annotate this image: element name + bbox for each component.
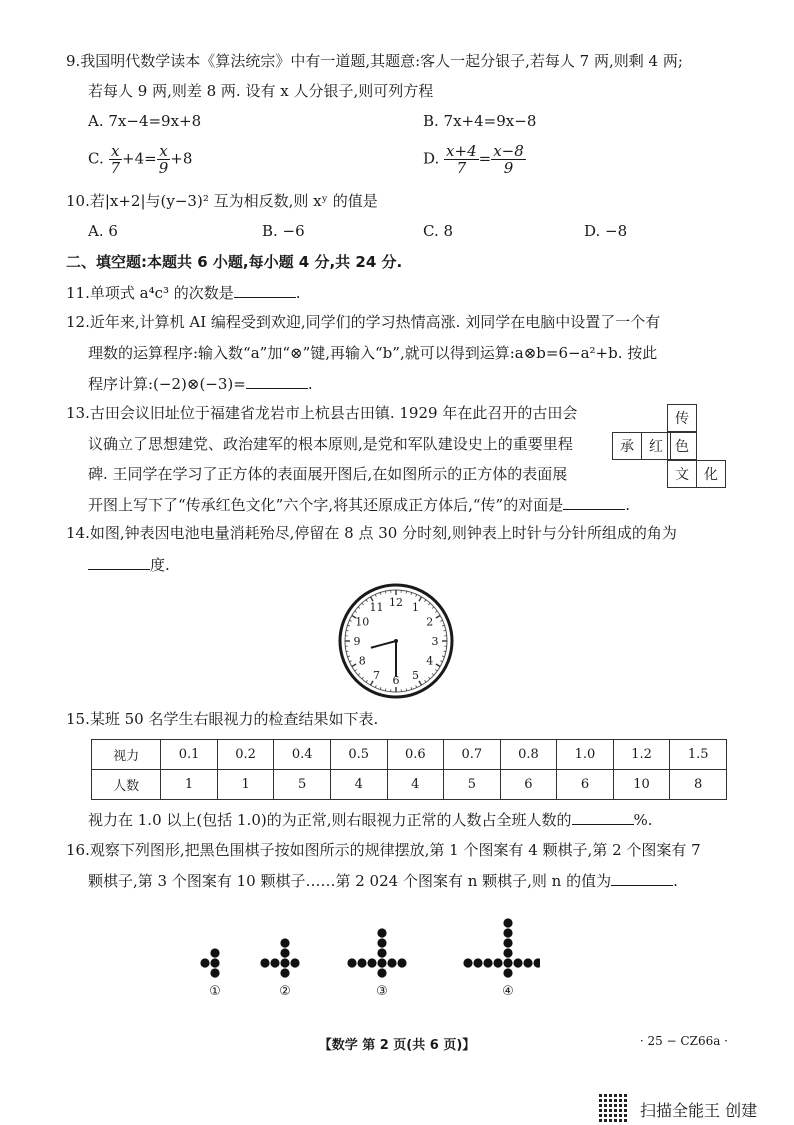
q14-line2: 度. [88, 553, 170, 576]
table-cell-count: 1 [217, 770, 274, 800]
table-cell-vision: 1.2 [613, 740, 670, 770]
go-stone [513, 958, 522, 967]
table-row-header: 人数 [92, 770, 161, 800]
table-cell-count: 10 [613, 770, 670, 800]
clock-numeral: 8 [358, 654, 366, 668]
clock-tick [380, 687, 381, 689]
clock-numeral: 12 [389, 596, 403, 609]
clock-tick [375, 685, 376, 687]
go-stone [387, 958, 396, 967]
clock-numeral: 3 [431, 635, 439, 648]
table-cell-vision: 1.0 [557, 740, 614, 770]
table-cell-vision: 0.1 [161, 740, 218, 770]
clock-tick [416, 594, 417, 596]
go-stone [463, 958, 472, 967]
go-stone [503, 918, 512, 927]
go-stone [210, 958, 219, 967]
table-cell-vision: 0.5 [330, 740, 387, 770]
go-stone [493, 958, 502, 967]
table-cell-count: 4 [330, 770, 387, 800]
clock-tick [425, 680, 426, 682]
q15-text: 15.某班 50 名学生右眼视力的检查结果如下表. [66, 710, 379, 728]
clock-tick [440, 661, 442, 662]
q11-answer-blank[interactable] [234, 281, 296, 298]
clock-tick [411, 687, 412, 689]
clock-numeral: 4 [426, 654, 434, 668]
go-stone [377, 938, 386, 947]
go-stone [260, 958, 269, 967]
table-cell-count: 6 [557, 770, 614, 800]
q9-option-d: D. $\frac{x+4}{7}$ = $\frac{x-8}{9}$ [423, 142, 524, 177]
q16-line1: 16.观察下列图形,把黑色围棋子按如图所示的规律摆放,第 1 个图案有 4 颗棋子,第 2 个图案有 7 [66, 841, 701, 859]
clock-tick [347, 656, 349, 657]
q10-option-c: C. 8 [423, 222, 454, 240]
clock-numeral: 2 [426, 615, 434, 629]
net-cell-2: 承 [612, 432, 642, 460]
go-stone [503, 928, 512, 937]
scanner-watermark: 扫描全能王 创建 [640, 1101, 758, 1120]
table-cell-vision: 0.6 [387, 740, 444, 770]
go-stone [523, 958, 532, 967]
section-2-heading: 二、填空题:本题共 6 小题,每小题 4 分,共 24 分. [66, 253, 403, 271]
table-cell-count: 5 [274, 770, 331, 800]
q9-option-c-frac2: $\frac{x}{9}$ [158, 142, 169, 177]
q9-option-c: C. $\frac{x}{7}$ +4= $\frac{x}{9}$ +8 [88, 142, 193, 177]
q16-answer-blank[interactable] [611, 869, 673, 886]
q13-answer-blank[interactable] [563, 493, 625, 510]
net-cell-4: 色 [667, 432, 697, 460]
table-cell-count: 5 [444, 770, 501, 800]
go-stone [200, 958, 209, 967]
go-stone [483, 958, 492, 967]
clock-tick [436, 664, 440, 667]
clock-tick [362, 677, 364, 679]
table-cell-count: 6 [500, 770, 557, 800]
table-row [92, 740, 727, 770]
q10-option-d: D. −8 [584, 222, 628, 240]
clock-tick [432, 607, 434, 609]
table-cell-vision: 0.8 [500, 740, 557, 770]
net-cell-5: 文 [667, 460, 697, 488]
q10-option-b: B. −6 [262, 222, 305, 240]
q13-line4: 开图上写下了“传承红色文化”六个字,将其还原成正方体后,“传”的对面是 . [88, 493, 630, 516]
go-stone [280, 948, 289, 957]
clock-tick [375, 594, 376, 596]
go-stone [503, 958, 512, 967]
q13-line2: 议确立了思想建党、政治建军的根本原则,是党和军队建设史上的重要里程 [88, 435, 573, 453]
table-cell-vision: 0.2 [217, 740, 274, 770]
clock-diagram [336, 581, 456, 701]
table-row-header: 视力 [92, 740, 161, 770]
clock-tick [411, 592, 412, 594]
clock-tick [349, 620, 351, 621]
q14-line1: 14.如图,钟表因电池电量消耗殆尽,停留在 8 点 30 分时刻,则钟表上时针与分针所组成的角为 [66, 524, 677, 542]
q12-answer-blank[interactable] [246, 372, 308, 389]
clock-center [394, 639, 398, 643]
go-stone [280, 938, 289, 947]
go-stone [290, 958, 299, 967]
clock-tick [362, 603, 364, 605]
clock-tick [428, 677, 430, 679]
clock-tick [366, 600, 367, 602]
clock-tick [428, 603, 430, 605]
go-stone [503, 968, 512, 977]
pattern-label: ③ [376, 984, 388, 999]
clock-tick [442, 625, 444, 626]
q13-line1: 13.古田会议旧址位于福建省龙岩市上杭县古田镇. 1929 年在此召开的古田会 [66, 404, 578, 422]
go-stone [377, 968, 386, 977]
clock-tick [349, 661, 351, 662]
q9-option-a: A. 7x−4=9x+8 [88, 112, 202, 130]
q9-option-d-frac1: $\frac{x+4}{7}$ [446, 142, 477, 177]
page-footer: 【数学 第 2 页(共 6 页)】 [318, 1038, 476, 1053]
clock-hour-hand [371, 641, 396, 648]
q12-line1: 12.近年来,计算机 AI 编程受到欢迎,同学们的学习热情高涨. 刘同学在电脑中设置了一个有 [66, 313, 661, 331]
go-stone [533, 958, 540, 967]
q9-option-c-frac1: $\frac{x}{7}$ [110, 142, 121, 177]
clock-numeral: 10 [355, 615, 370, 629]
q9-option-b: B. 7x+4=9x−8 [423, 112, 537, 130]
clock-tick [380, 592, 381, 594]
clock-tick [358, 607, 360, 609]
table-cell-count: 1 [161, 770, 218, 800]
go-stone [503, 948, 512, 957]
q12-line3: 程序计算:(−2)⊗(−3)= . [88, 372, 313, 395]
clock-tick [416, 685, 417, 687]
clock-tick [352, 664, 356, 667]
pattern-label: ① [209, 984, 221, 999]
clock-numeral: 1 [412, 601, 419, 615]
clock-tick [442, 656, 444, 657]
net-cell-1: 传 [667, 404, 697, 432]
vision-table [91, 739, 727, 800]
q11: 11.单项式 a⁴c³ 的次数是 . [66, 281, 301, 304]
go-stone [210, 948, 219, 957]
q10-option-a: A. 6 [88, 222, 118, 240]
clock-tick [347, 625, 349, 626]
q15-question: 视力在 1.0 以上(包括 1.0)的为正常,则右眼视力正常的人数占全班人数的 %. [88, 808, 653, 831]
q15-answer-blank[interactable] [572, 808, 634, 825]
clock-numeral: 5 [412, 668, 419, 682]
q14-answer-blank[interactable] [88, 553, 150, 570]
q13-line3: 碑. 王同学在学习了正方体的表面展开图后,在如图所示的正方体的表面展 [88, 465, 568, 483]
clock-tick [355, 670, 357, 671]
page-code: · 25 − CZ66a · [639, 1034, 728, 1048]
q16-line2: 颗棋子,第 3 个图案有 10 颗棋子……第 2 024 个图案有 n 颗棋子,则 n 的值为 . [88, 869, 678, 892]
clock-numeral: 6 [392, 674, 400, 687]
go-stone [270, 958, 279, 967]
clock-tick [419, 681, 422, 685]
clock-tick [366, 680, 367, 682]
table-cell-count: 8 [670, 770, 727, 800]
go-stone-patterns [190, 895, 540, 1005]
clock-numeral: 9 [353, 635, 361, 648]
table-row [92, 770, 727, 800]
table-cell-count: 4 [387, 770, 444, 800]
net-cell-3: 红 [641, 432, 671, 460]
clock-tick [436, 616, 440, 619]
clock-tick [425, 600, 426, 602]
clock-tick [440, 620, 442, 621]
go-stone [347, 958, 356, 967]
qr-code-icon [597, 1092, 629, 1124]
go-stone [397, 958, 406, 967]
clock-tick [358, 673, 360, 675]
pattern-label: ② [279, 984, 291, 999]
q9-line1: 9.我国明代数学读本《算法统宗》中有一道题,其题意:客人一起分银子,若每人 7 两,则剩 4 两; [66, 52, 683, 70]
go-stone [280, 968, 289, 977]
go-stone [377, 928, 386, 937]
q12-line2: 理数的运算程序:输入数“a”加“⊗”键,再输入“b”,就可以得到运算:a⊗b=6−a²+b. 按此 [88, 344, 658, 362]
net-cell-6: 化 [696, 460, 726, 488]
go-stone [473, 958, 482, 967]
clock-numeral: 7 [373, 668, 380, 682]
clock-tick [435, 611, 437, 612]
go-stone [280, 958, 289, 967]
clock-numeral: 11 [369, 601, 384, 615]
table-cell-vision: 1.5 [670, 740, 727, 770]
go-stone [377, 948, 386, 957]
q10-text: 10.若|x+2|与(y−3)² 互为相反数,则 xʸ 的值是 [66, 192, 378, 210]
go-stone [210, 968, 219, 977]
go-stone [367, 958, 376, 967]
go-stone [377, 958, 386, 967]
go-stone [357, 958, 366, 967]
clock-tick [432, 673, 434, 675]
q9-option-d-frac2: $\frac{x-8}{9}$ [493, 142, 524, 177]
table-cell-vision: 0.4 [274, 740, 331, 770]
clock-tick [419, 597, 422, 601]
clock-tick [355, 611, 357, 612]
go-stone [503, 938, 512, 947]
pattern-label: ④ [502, 984, 514, 999]
table-cell-vision: 0.7 [444, 740, 501, 770]
q9-line2: 若每人 9 两,则差 8 两. 设有 x 人分银子,则可列方程 [88, 82, 434, 100]
clock-tick [435, 670, 437, 671]
